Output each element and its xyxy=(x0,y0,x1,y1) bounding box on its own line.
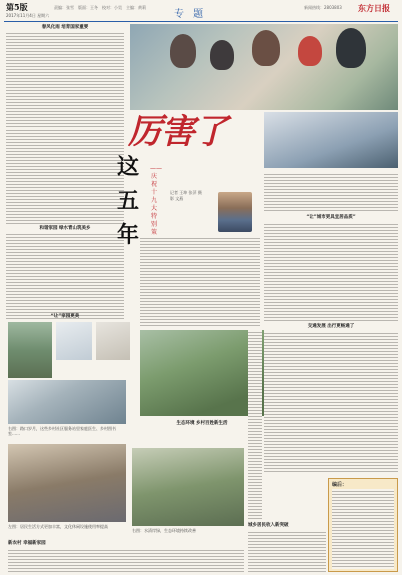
caption-1: 右图：路口岁月，这些乡村社区服务站里家庭医生、乡村图书室…… xyxy=(8,426,116,436)
subhead-7: 城乡居民收入新突破 xyxy=(248,523,289,528)
subhead-5: “让”城市更具宜居品质” xyxy=(306,215,356,220)
article-text-right-b xyxy=(264,222,398,322)
section-title: 专 题 xyxy=(174,9,207,20)
photo-village xyxy=(8,322,52,378)
article-text-col1c xyxy=(6,232,124,320)
subhead-8: 新农村 幸福新家园 xyxy=(8,541,46,546)
main-photo xyxy=(130,24,398,110)
article-text-col1b xyxy=(6,128,124,224)
photo-street xyxy=(8,380,126,424)
subhead-6: 交通发展 出行更畅通了 xyxy=(307,324,355,329)
editorial-meta: 责编：张雪 版面：王冬 校对：小昊 主编：黄莉 xyxy=(54,5,146,10)
banner-title: 厉害了 xyxy=(128,112,227,152)
photo-figure xyxy=(298,36,322,66)
photo-figure xyxy=(210,40,234,70)
page-header xyxy=(4,2,398,22)
article-text-right-c xyxy=(264,331,398,473)
article-text-right-a xyxy=(264,172,398,212)
byline: 记者 王坤 张萍 摄影 文燕 xyxy=(170,190,202,201)
article-text-narrow xyxy=(248,330,262,520)
editor-note-text xyxy=(332,489,394,569)
photo-building xyxy=(264,112,398,168)
header-rule xyxy=(4,21,398,22)
photo-scenery xyxy=(140,330,264,416)
subhead-1: 春风化雨 培育国家重要 xyxy=(41,25,89,30)
caption-3: 左图：居民生活方式更加丰富，文化休闲设施使用率提高 xyxy=(8,524,108,529)
photo-figure xyxy=(170,34,196,68)
subhead-4: 生态环境 乡村百姓新生活 xyxy=(176,421,228,426)
editor-note-title: 编后： xyxy=(332,482,348,488)
article-text-bottom-2 xyxy=(8,548,244,572)
photo-figure xyxy=(336,28,366,68)
photo-residents xyxy=(8,444,126,522)
article-text-mid xyxy=(140,236,260,326)
newspaper-logo: 东方日报 xyxy=(358,3,390,13)
photo-river xyxy=(132,448,244,526)
feature-banner xyxy=(120,104,280,152)
article-text-col1 xyxy=(6,31,124,127)
photo-figure xyxy=(252,30,280,66)
caption-4: 右图：水清岸绿，生态环境持续改善 xyxy=(132,528,196,533)
photo-signboard xyxy=(56,322,92,360)
hotline: 新闻热线：2803803 xyxy=(304,5,342,10)
photo-signboard-2 xyxy=(96,322,130,360)
vertical-subtitle: ——庆祝十九大特别策 xyxy=(150,165,162,236)
vertical-headline: 这 五 年 xyxy=(116,154,139,248)
subhead-2: 和谐家园 绿水青山筑美乡 xyxy=(39,226,91,231)
portrait-photo xyxy=(218,192,252,232)
page-number: 第5版 xyxy=(6,2,28,12)
editor-note-box xyxy=(328,478,398,572)
subhead-3: “让”家园更美 xyxy=(50,314,80,319)
article-text-bottom xyxy=(248,530,326,572)
issue-date: 2017年11月4日 星期六 xyxy=(6,13,50,18)
